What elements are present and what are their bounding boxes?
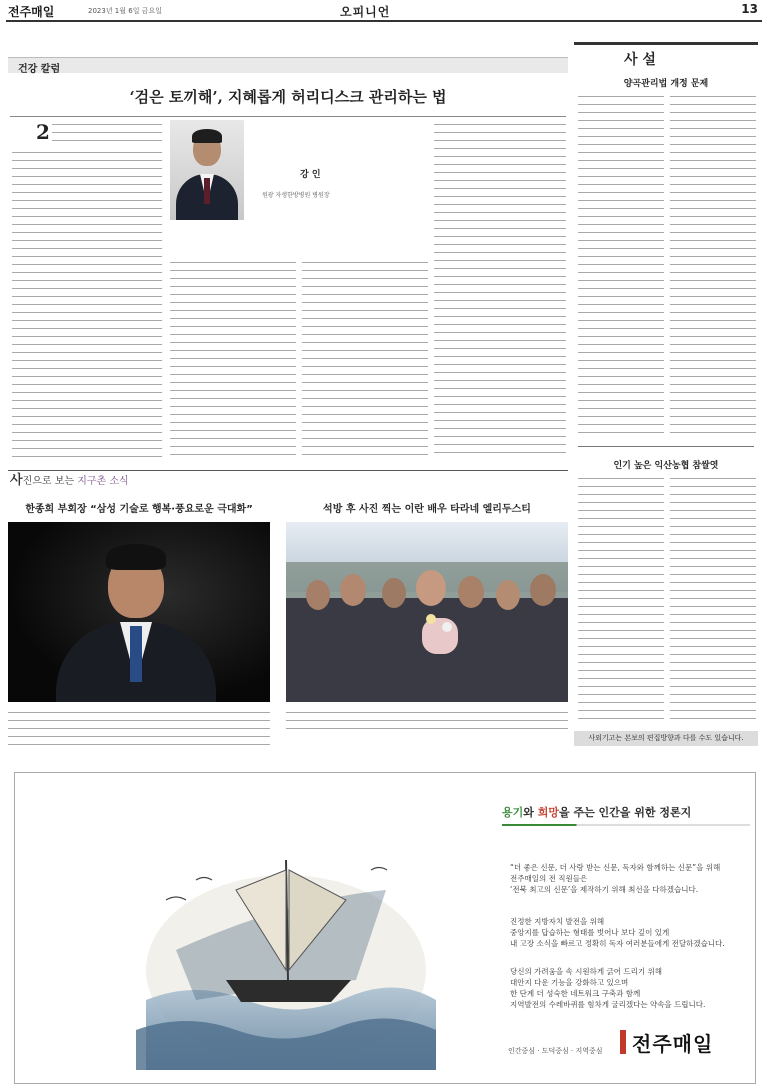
editorial-text-2 (670, 96, 756, 438)
ship-illustration (136, 830, 436, 1070)
logo-accent-bar (620, 1030, 626, 1054)
photo-story-2-caption (286, 712, 568, 736)
page-number: 13 (741, 2, 758, 16)
column-text-2 (170, 262, 296, 458)
promo-headline: 용기와 희망을 주는 인간을 위한 정론지 (502, 806, 692, 819)
editorial-text-4 (670, 478, 756, 724)
photo-story-1-title: 한종희 부회장 “삼성 기술로 행복·풍요로운 극대화” (25, 504, 253, 515)
photo-story-1-caption (8, 712, 270, 752)
health-column-label: 건강 칼럼 (8, 57, 568, 73)
photo-story-1-image (8, 522, 270, 702)
newspaper-logo: 전주매일 (632, 1032, 714, 1056)
issue-date: 2023년 1월 6일 금요일 (88, 7, 162, 15)
header-rule (6, 20, 762, 22)
promo-tagline: 인간중심 · 도덕중심 · 지역중심 (508, 1047, 603, 1055)
editorial-header: 사 설 (574, 42, 758, 68)
editorial-separator (578, 446, 754, 447)
promo-headline-rule (502, 824, 750, 826)
promo-paragraph-2: 진정한 지방자치 발전을 위해 중앙지를 답습하는 형태를 벗어나 보다 깊이 있게 내 고장 소식을 빠르고 정확히 독자 여러분들에게 전달하겠습니다. (510, 917, 725, 948)
drop-cap: 2 (36, 120, 50, 144)
promo-paragraph-1: “더 좋은 신문, 더 사랑 받는 신문, 독자와 함께하는 신문”을 위해 전주매일의 전 직원들은 ‘전북 최고의 신문’을 제작하기 위해 최선을 다하겠습니다. (510, 863, 721, 894)
author-portrait (170, 120, 244, 220)
column-text-1a (52, 124, 162, 148)
promo-paragraph-3: 당신의 가려움을 속 시원하게 긁어 드리기 위해 대안지 다운 기능을 강화하고 있으며 한 단계 더 성숙한 네트워크 구축과 함께 지역발전의 수레바퀴를 힘차게 굴리겠다는 약속을 드립니다. (510, 967, 706, 1009)
page-header (0, 0, 768, 20)
column-text-1 (12, 152, 162, 458)
editorial-title-2: 인기 높은 익산농협 참쌀엿 (613, 461, 719, 471)
photo-story-2-image (286, 522, 568, 702)
section-title: 오피니언 (340, 5, 391, 19)
editorial-text-1 (578, 96, 664, 438)
photo-section-label: 사진으로 보는 지구촌 소식 (10, 473, 129, 488)
author-title: 원광 자생한방병원 병원장 (262, 192, 330, 199)
editorial-text-3 (578, 478, 664, 724)
newspaper-brand: 전주매일 (8, 5, 55, 19)
health-column-headline: ‘검은 토끼해’, 지혜롭게 허리디스크 관리하는 법 (129, 88, 447, 106)
photo-story-2-title: 석방 후 사진 찍는 이란 배우 타라네 엘리두스티 (323, 504, 531, 515)
contributor-disclaimer: 사외기고는 본보의 편집방향과 다를 수도 있습니다. (574, 731, 758, 746)
column-text-4 (434, 124, 566, 458)
editorial-title-1: 양곡관리법 개정 문제 (623, 79, 709, 89)
author-name: 강 인 (300, 170, 321, 180)
headline-rule (10, 116, 566, 117)
column-text-3 (302, 262, 428, 458)
